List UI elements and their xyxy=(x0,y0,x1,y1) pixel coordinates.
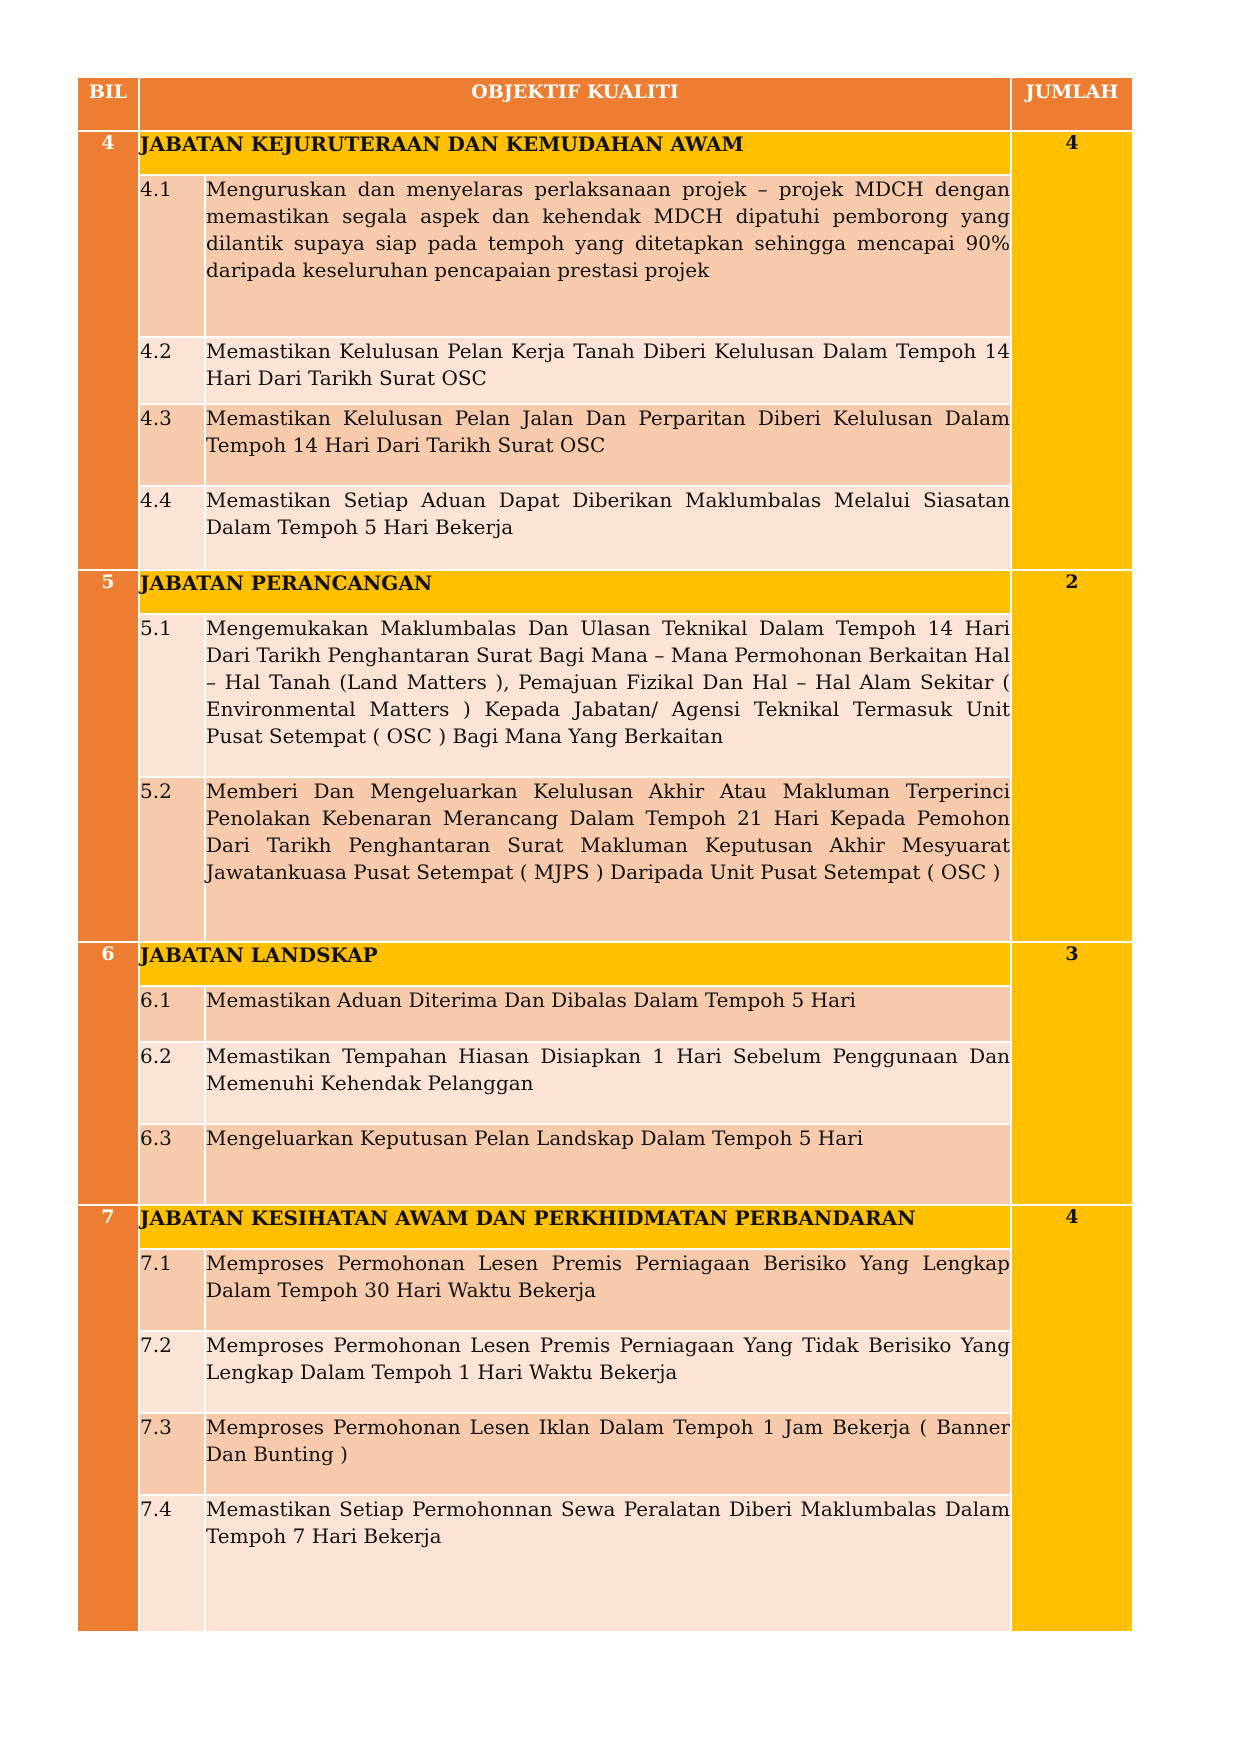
item-text: Memastikan Kelulusan Pelan Jalan Dan Perparitan Diberi Kelulusan Dalam Tempoh 14 Hari Dari Tarikh Surat OSC xyxy=(205,404,1011,486)
item-text: Memberi Dan Mengeluarkan Kelulusan Akhir Atau Makluman Terperinci Penolakan Kebenaran Merancang Dalam Tempoh 21 Hari Kepada Pemohon Dari Tarikh Penghantaran Surat Makluman Keputusan Akhir Mesyuarat Jawatankuasa Pusat Setempat ( MJPS ) Daripada Unit Pusat Setempat ( OSC ) xyxy=(205,777,1011,942)
item-number: 7.2 xyxy=(139,1331,205,1413)
item-text: Menguruskan dan menyelaras perlaksanaan projek – projek MDCH dengan memastikan segala aspek dan kehendak MDCH dipatuhi pemborong yang dilantik supaya siap pada tempoh yang ditetapkan sehingga mencapai 90% daripada keseluruhan pencapaian prestasi projek xyxy=(205,175,1011,337)
item-text: Memastikan Tempahan Hiasan Disiapkan 1 Hari Sebelum Penggunaan Dan Memenuhi Kehendak Pelanggan xyxy=(205,1042,1011,1124)
item-number: 7.1 xyxy=(139,1249,205,1331)
section-row xyxy=(77,942,1133,986)
table-row xyxy=(77,1042,1133,1124)
item-number: 5.2 xyxy=(139,777,205,942)
section-jumlah: 4 xyxy=(1011,1205,1133,1632)
item-number: 4.3 xyxy=(139,404,205,486)
section-title: JABATAN KESIHATAN AWAM DAN PERKHIDMATAN PERBANDARAN xyxy=(139,1205,1011,1249)
header-bil: BIL xyxy=(77,77,139,131)
item-text: Memastikan Setiap Aduan Dapat Diberikan Maklumbalas Melalui Siasatan Dalam Tempoh 5 Hari Bekerja xyxy=(205,486,1011,570)
item-number: 4.4 xyxy=(139,486,205,570)
header-jumlah: JUMLAH xyxy=(1011,77,1133,131)
table-row xyxy=(77,1124,1133,1205)
table-row xyxy=(77,1495,1133,1632)
section-jumlah: 2 xyxy=(1011,570,1133,942)
table-row xyxy=(77,1331,1133,1413)
item-number: 7.3 xyxy=(139,1413,205,1495)
item-number: 4.1 xyxy=(139,175,205,337)
item-text: Memastikan Aduan Diterima Dan Dibalas Dalam Tempoh 5 Hari xyxy=(205,986,1011,1042)
section-bil: 7 xyxy=(77,1205,139,1632)
table-row xyxy=(77,777,1133,942)
table-row xyxy=(77,986,1133,1042)
section-jumlah: 3 xyxy=(1011,942,1133,1205)
item-number: 7.4 xyxy=(139,1495,205,1632)
item-number: 4.2 xyxy=(139,337,205,404)
section-bil: 4 xyxy=(77,131,139,570)
item-number: 6.3 xyxy=(139,1124,205,1205)
item-text: Memproses Permohonan Lesen Premis Perniagaan Yang Tidak Berisiko Yang Lengkap Dalam Tempoh 1 Hari Waktu Bekerja xyxy=(205,1331,1011,1413)
section-bil: 6 xyxy=(77,942,139,1205)
section-jumlah: 4 xyxy=(1011,131,1133,570)
table-row xyxy=(77,1249,1133,1331)
item-text: Memproses Permohonan Lesen Premis Perniagaan Berisiko Yang Lengkap Dalam Tempoh 30 Hari Waktu Bekerja xyxy=(205,1249,1011,1331)
section-row xyxy=(77,131,1133,175)
item-text: Mengeluarkan Keputusan Pelan Landskap Dalam Tempoh 5 Hari xyxy=(205,1124,1011,1205)
table-row xyxy=(77,1413,1133,1495)
item-text: Memproses Permohonan Lesen Iklan Dalam Tempoh 1 Jam Bekerja ( Banner Dan Bunting ) xyxy=(205,1413,1011,1495)
item-text: Memastikan Kelulusan Pelan Kerja Tanah Diberi Kelulusan Dalam Tempoh 14 Hari Dari Tarikh Surat OSC xyxy=(205,337,1011,404)
table-row xyxy=(77,337,1133,404)
section-row xyxy=(77,1205,1133,1249)
section-bil: 5 xyxy=(77,570,139,942)
table-row xyxy=(77,175,1133,337)
header-row xyxy=(77,77,1133,131)
header-objektif: OBJEKTIF KUALITI xyxy=(139,77,1011,131)
table-row xyxy=(77,614,1133,777)
section-title: JABATAN KEJURUTERAAN DAN KEMUDAHAN AWAM xyxy=(139,131,1011,175)
section-title: JABATAN PERANCANGAN xyxy=(139,570,1011,614)
table-row xyxy=(77,404,1133,486)
item-number: 6.1 xyxy=(139,986,205,1042)
section-row xyxy=(77,570,1133,614)
section-title: JABATAN LANDSKAP xyxy=(139,942,1011,986)
quality-objectives-table xyxy=(76,76,1134,1633)
item-number: 5.1 xyxy=(139,614,205,777)
item-number: 6.2 xyxy=(139,1042,205,1124)
item-text: Mengemukakan Maklumbalas Dan Ulasan Teknikal Dalam Tempoh 14 Hari Dari Tarikh Penghantaran Surat Bagi Mana – Mana Permohonan Berkaitan Hal – Hal Tanah (Land Matters ), Pemajuan Fizikal Dan Hal – Hal Alam Sekitar ( Environmental Matters ) Kepada Jabatan/ Agensi Teknikal Termasuk Unit Pusat Setempat ( OSC ) Bagi Mana Yang Berkaitan xyxy=(205,614,1011,777)
item-text: Memastikan Setiap Permohonnan Sewa Peralatan Diberi Maklumbalas Dalam Tempoh 7 Hari Bekerja xyxy=(205,1495,1011,1632)
table-row xyxy=(77,486,1133,570)
